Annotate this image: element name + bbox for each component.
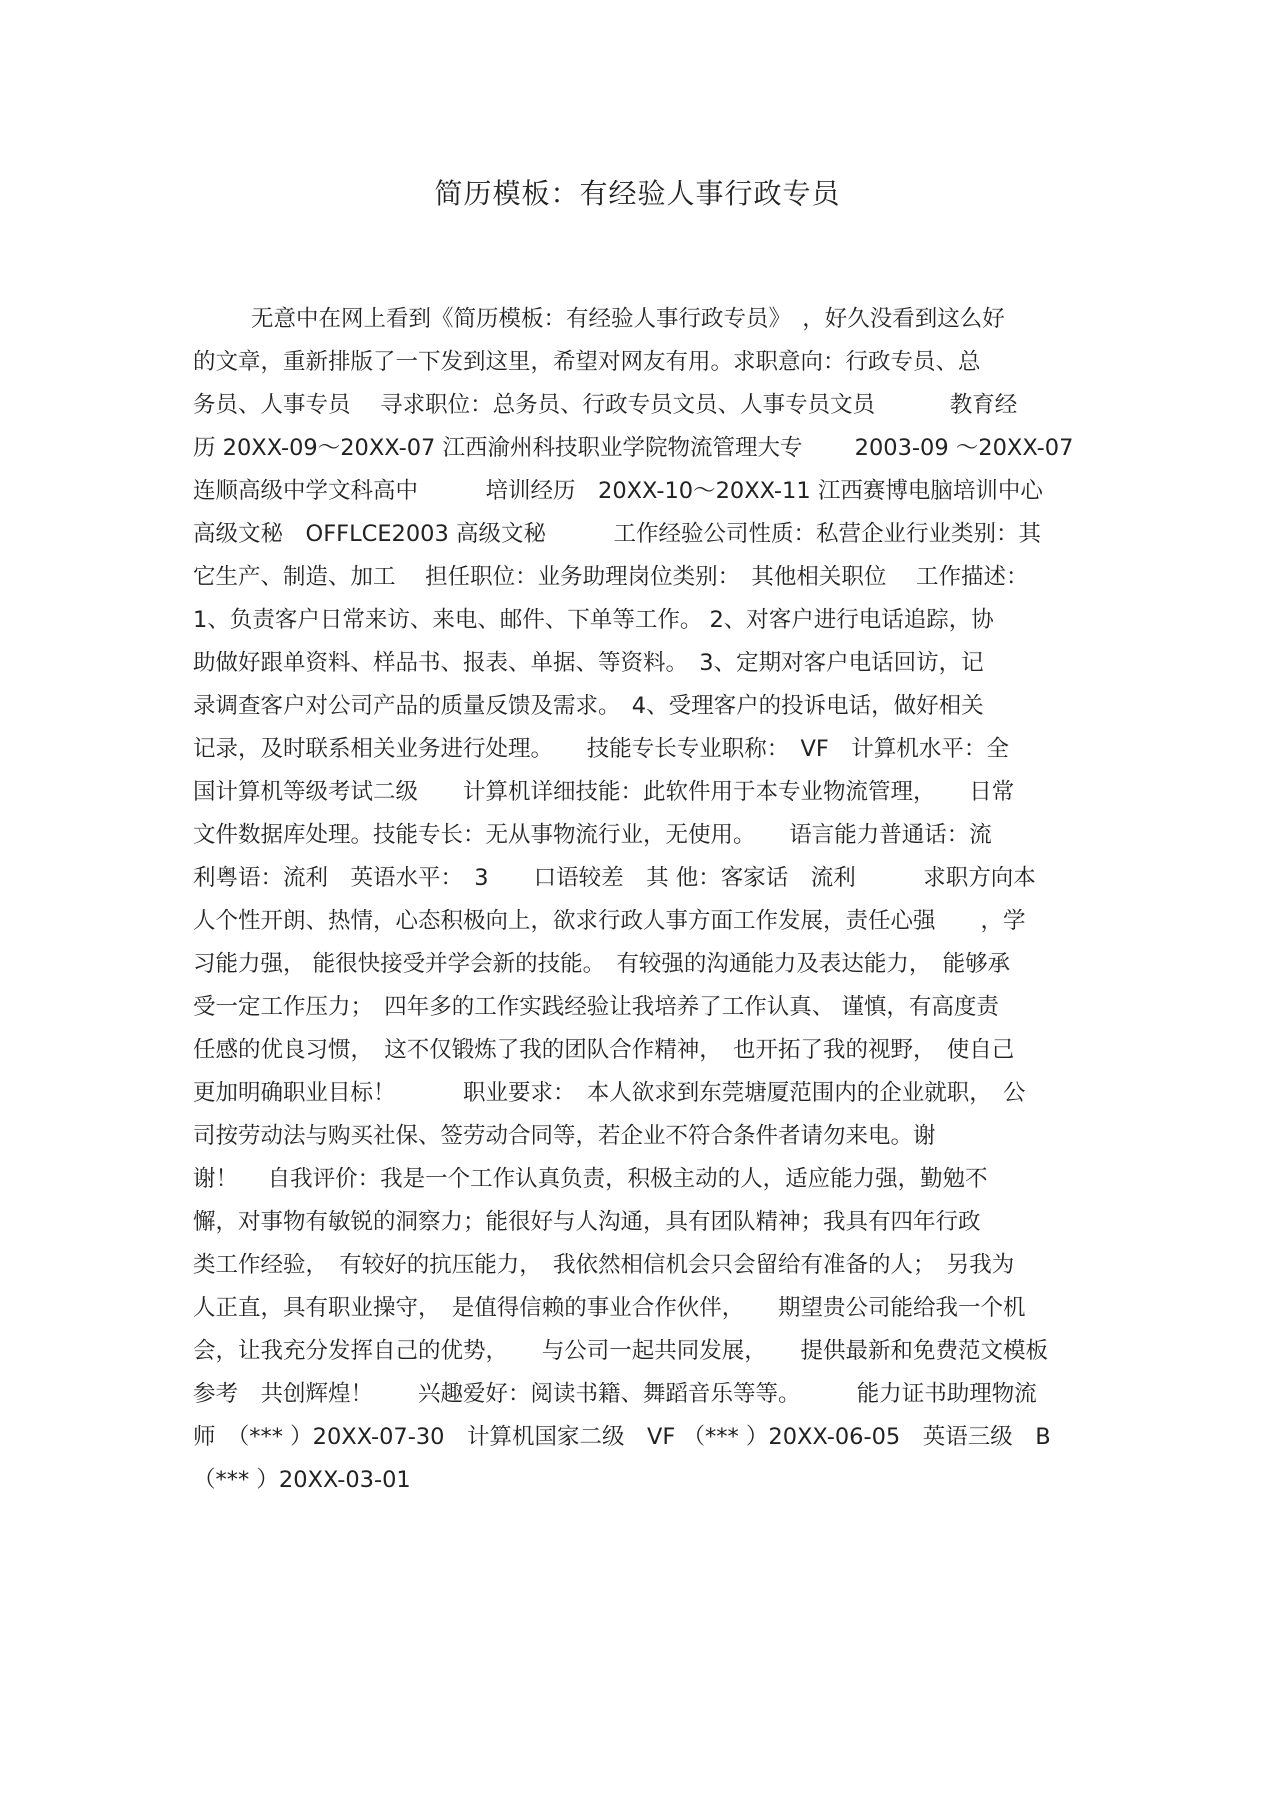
body-line: 历 20XX-09～20XX-07 江西渝州科技职业学院物流管理大专 2003-09 ～20XX-07 <box>193 435 1074 461</box>
body-line: 文件数据库处理。技能专长：无从事物流行业，无使用。 语言能力普通话：流 <box>193 822 992 848</box>
body-line: 谢！ 自我评价：我是一个工作认真负责，积极主动的人，适应能力强，勤勉不 <box>193 1166 988 1192</box>
body-line: 录调查客户对公司产品的质量反馈及需求。 4、受理客户的投诉电话，做好相关 <box>193 693 984 719</box>
body-line: 记录，及时联系相关业务进行处理。 技能专长专业职称： VF 计算机水平：全 <box>193 736 1009 762</box>
body-line: 它生产、制造、加工 担任职位：业务助理岗位类别： 其他相关职位 工作描述： <box>193 564 1029 590</box>
body-line: 会，让我充分发挥自己的优势， 与公司一起共同发展， 提供最新和免费范文模板 <box>193 1338 1049 1364</box>
body-line: 国计算机等级考试二级 计算机详细技能：此软件用于本专业物流管理， 日常 <box>193 779 1015 805</box>
body-line: 务员、人事专员 寻求职位：总务员、行政专员文员、人事专员文员 教育经 <box>193 392 1018 418</box>
body-line: 师 （*** ）20XX-07-30 计算机国家二级 VF （*** ）20XX-06-05 英语三级 B <box>193 1424 1051 1450</box>
body-line: 司按劳动法与购买社保、签劳动合同等，若企业不符合条件者请勿来电。谢 <box>193 1123 936 1149</box>
body-line: 人正直，具有职业操守， 是值得信赖的事业合作伙伴， 期望贵公司能给我一个机 <box>193 1295 1026 1321</box>
body-line: 1、负责客户日常来访、来电、邮件、下单等工作。 2、对客户进行电话追踪，协 <box>193 607 994 633</box>
body-line: 受一定工作压力； 四年多的工作实践经验让我培养了工作认真、 谨慎，有高度责 <box>193 994 999 1020</box>
body-line: 利粤语：流利 英语水平： 3 口语较差 其 他：客家话 流利 求职方向本 <box>193 865 1036 891</box>
body-line: 无意中在网上看到《简历模板：有经验人事行政专员》 ，好久没看到这么好 <box>251 306 1005 332</box>
body-line: 高级文秘 OFFLCE2003 高级文秘 工作经验公司性质：私营企业行业类别：其 <box>193 521 1041 547</box>
document-title: 简历模板：有经验人事行政专员 <box>434 177 841 210</box>
body-line: 参考 共创辉煌！ 兴趣爱好：阅读书籍、舞蹈音乐等等。 能力证书助理物流 <box>193 1381 1037 1407</box>
body-line: 更加明确职业目标！ 职业要求： 本人欲求到东莞塘厦范围内的企业就职， 公 <box>193 1080 1026 1106</box>
body-line: 人个性开朗、热情，心态积极向上，欲求行政人事方面工作发展，责任心强 ，学 <box>193 908 1026 934</box>
document-body <box>193 298 1093 1502</box>
body-line: 助做好跟单资料、样品书、报表、单据、等资料。 3、定期对客户电话回访，记 <box>193 650 984 676</box>
body-line: 懈，对事物有敏锐的洞察力；能很好与人沟通，具有团队精神；我具有四年行政 <box>193 1209 981 1235</box>
body-line: 的文章，重新排版了一下发到这里，希望对网友有用。求职意向：行政专员、总 <box>193 349 981 375</box>
body-line: 任感的优良习惯， 这不仅锻炼了我的团队合作精神， 也开拓了我的视野， 使自己 <box>193 1037 1015 1063</box>
body-line: 连顺高级中学文科高中 培训经历 20XX-10～20XX-11 江西赛博电脑培训中心 <box>193 478 1043 504</box>
body-line: 习能力强， 能很快接受并学会新的技能。 有较强的沟通能力及表达能力， 能够承 <box>193 951 1011 977</box>
body-line: 类工作经验， 有较好的抗压能力， 我依然相信机会只会留给有准备的人； 另我为 <box>193 1252 1015 1278</box>
body-line: （*** ）20XX-03-01 <box>193 1467 411 1493</box>
